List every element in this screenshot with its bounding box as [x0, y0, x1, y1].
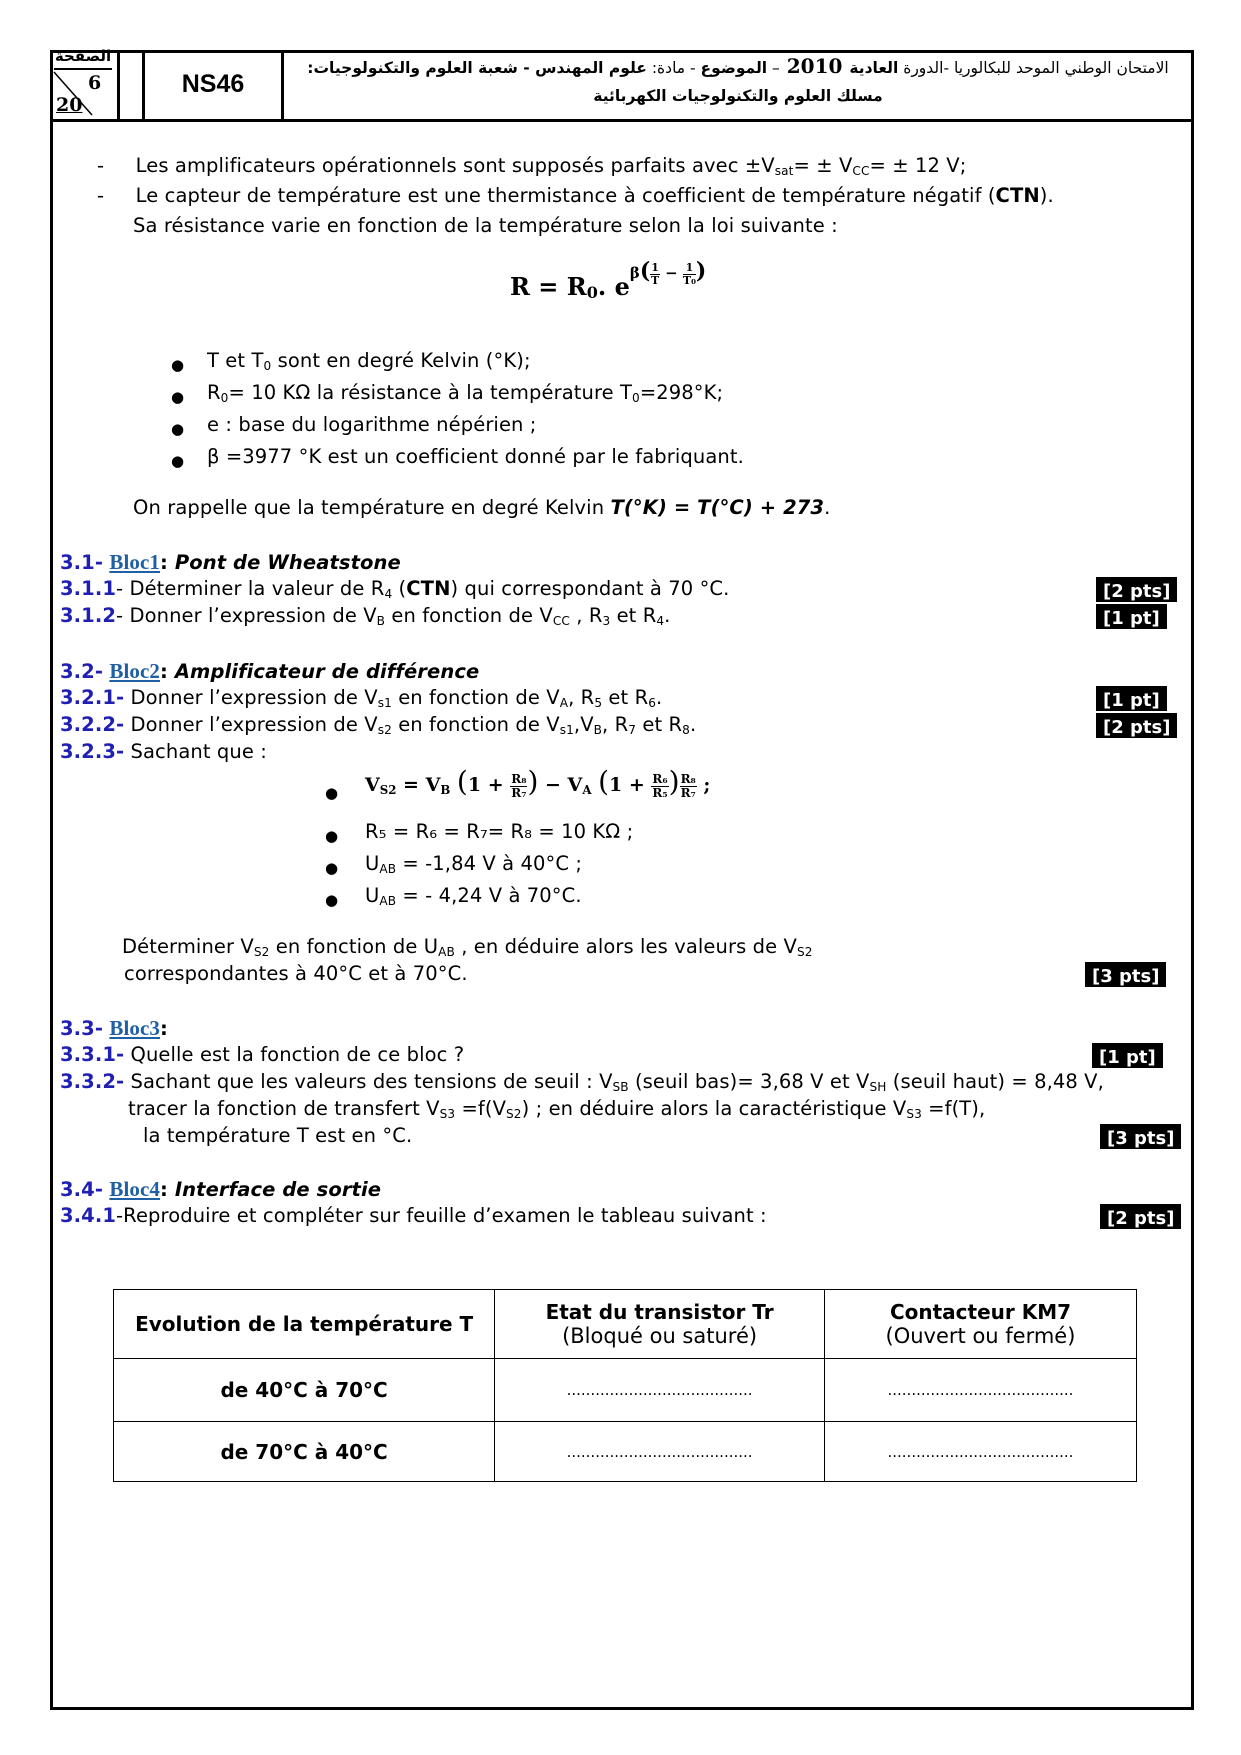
exam-title [290, 52, 1186, 110]
question-3-3-1: 3.3.1- Quelle est la fonction de ce bloc ? [60, 1043, 465, 1066]
question-3-2-1: 3.2.1- Donner l’expression de $V_{s1}$ en fonction de $V_A$, $R_5$ et $R_6$. [60, 686, 663, 710]
rappel: On rappelle que la température en degré Kelvin T(°K) = T(°C) + 273. [133, 496, 831, 519]
bullet-4: β =3977 °K est un coefficient donné par le fabriquant. [207, 445, 744, 468]
page-total: 20 [56, 94, 83, 116]
column-header: Evolution de la température T [114, 1290, 495, 1359]
exam-code: NS46 [142, 50, 284, 119]
section-3-4-heading: 3.4- Bloc4: Interface de sortie [60, 1177, 382, 1201]
bullet-1: T et $T_0$ sont en degré Kelvin (°K); [207, 349, 531, 373]
exam-title-line2: مسلك العلوم والتكنولوجيات الكهربائية [593, 87, 883, 105]
points-badge: [3 pts] [1101, 1125, 1180, 1148]
question-3-1-2: 3.1.2- Donner l’expression de $V_B$ en fonction de $V_{CC}$ , $R_3$ et $R_4$. [60, 604, 671, 628]
page-header [50, 47, 1194, 122]
bullet-uab-70: $U_{AB}$ = - 4,24 V à 70°C. [365, 884, 582, 908]
dash-2-line2: Sa résistance varie en fonction de la température selon la loi suivante : [133, 214, 838, 237]
bullet-uab-40: $U_{AB} = -1,84$ V à 40°C ; [365, 852, 583, 876]
points-badge: [2 pts] [1097, 714, 1176, 737]
points-badge: [1 pt] [1093, 1044, 1162, 1067]
answer-table [113, 1289, 1137, 1482]
page-current: 6 [88, 72, 102, 94]
bullet-resistances: R₅ = R₆ = R₇= R₈ = 10 KΩ ; [365, 820, 634, 843]
column-header: Etat du transistor Tr (Bloqué ou saturé) [495, 1290, 825, 1359]
points-badge: [3 pts] [1086, 963, 1165, 986]
section-3-1-heading: 3.1- Bloc1: Pont de Wheatstone [60, 550, 401, 574]
points-badge: [1 pt] [1097, 687, 1166, 710]
page-number-box [50, 47, 120, 119]
question-3-2-3: 3.2.3- Sachant que : [60, 740, 267, 763]
question-3-2-2: 3.2.2- Donner l’expression de $V_{s2}$ en fonction de $V_{s1},V_B$, $R_7$ et $R_8$. [60, 713, 697, 737]
points-badge: [2 pts] [1097, 578, 1176, 601]
points-badge: [1 pt] [1097, 605, 1166, 628]
question-3-4-1: 3.4.1-Reproduire et compléter sur feuille d’examen le tableau suivant : [60, 1204, 767, 1227]
answer-blank[interactable]: ....................................... [824, 1422, 1136, 1482]
table-row [114, 1422, 1137, 1482]
question-3-3-2-line3: la température T est en °C. [143, 1124, 413, 1147]
q323-instruction-line1: Déterminer $V_{S2}$ en fonction de $U_{AB}$ , en déduire alors les valeurs de $V_{S2}$ [122, 935, 813, 959]
dash-2: - Le capteur de température est une thermistance à coefficient de température négatif (CTN). [97, 184, 1054, 207]
table-header-row [114, 1290, 1137, 1359]
column-header: Contacteur KM7 (Ouvert ou fermé) [824, 1290, 1136, 1359]
q323-instruction-line2: correspondantes à 40°C et à 70°C. [124, 962, 468, 985]
answer-blank[interactable]: ....................................... [495, 1359, 825, 1422]
answer-blank[interactable]: ....................................... [495, 1422, 825, 1482]
question-3-3-2-line2: tracer la fonction de transfert $V_{S3} =f(V_{S2})$ ; en déduire alors la caractéristique $V_{S3} =f(T)$, [128, 1097, 986, 1121]
section-3-3-heading: 3.3- Bloc3: [60, 1016, 168, 1040]
answer-blank[interactable]: ....................................... [824, 1359, 1136, 1422]
bullet-2: $R_0= 10$ KΩ la résistance à la température $T_0=298^\circ K$; [207, 381, 724, 405]
dash-1: - Les amplificateurs opérationnels sont supposés parfaits avec $\pm V_{sat}= \pm V_{CC}= \pm 12$ V; [97, 154, 967, 178]
row-label: de 40°C à 70°C [114, 1359, 495, 1422]
question-3-3-2: 3.3.2- Sachant que les valeurs des tensions de seuil : $V_{SB}$ (seuil bas)= 3,68 V et $V_{SH}$ (seuil haut) = 8,48 V, [60, 1070, 1104, 1094]
question-3-1-1: 3.1.1- Déterminer la valeur de $R_4$ (CTN) qui correspondant à 70 °C. [60, 577, 730, 601]
ctn-law-formula: $R = R_0$. $e^{\beta( \frac{1}{T} - \frac{1}{\text{T₀}} )}$ [510, 258, 707, 302]
row-label: de 70°C à 40°C [114, 1422, 495, 1482]
points-badge: [2 pts] [1101, 1205, 1180, 1228]
section-3-2-heading: 3.2- Bloc2: Amplificateur de différence [60, 659, 480, 683]
table-row [114, 1359, 1137, 1422]
vs2-formula: $V_{S2} = V_B$ (1 + $\frac{\text{R₈}}{\text{R₇}}$ ) − $V_A$ (1 + $\frac{\text{R₆}}{\text{R₅}}$ ) $\frac{\text{R₈}}{\text{R₇}}$ ; [365, 765, 711, 800]
bullet-3: e : base du logarithme népérien ; [207, 413, 537, 436]
exam-title-line1: الامتحان الوطني الموحد للبكالوريا -الدورة العادية 2010 – الموضوع - مادة: علوم المهندس - شعبة العلوم والتكنولوجيات: [307, 54, 1169, 78]
page-label: الصفحة [54, 47, 112, 65]
